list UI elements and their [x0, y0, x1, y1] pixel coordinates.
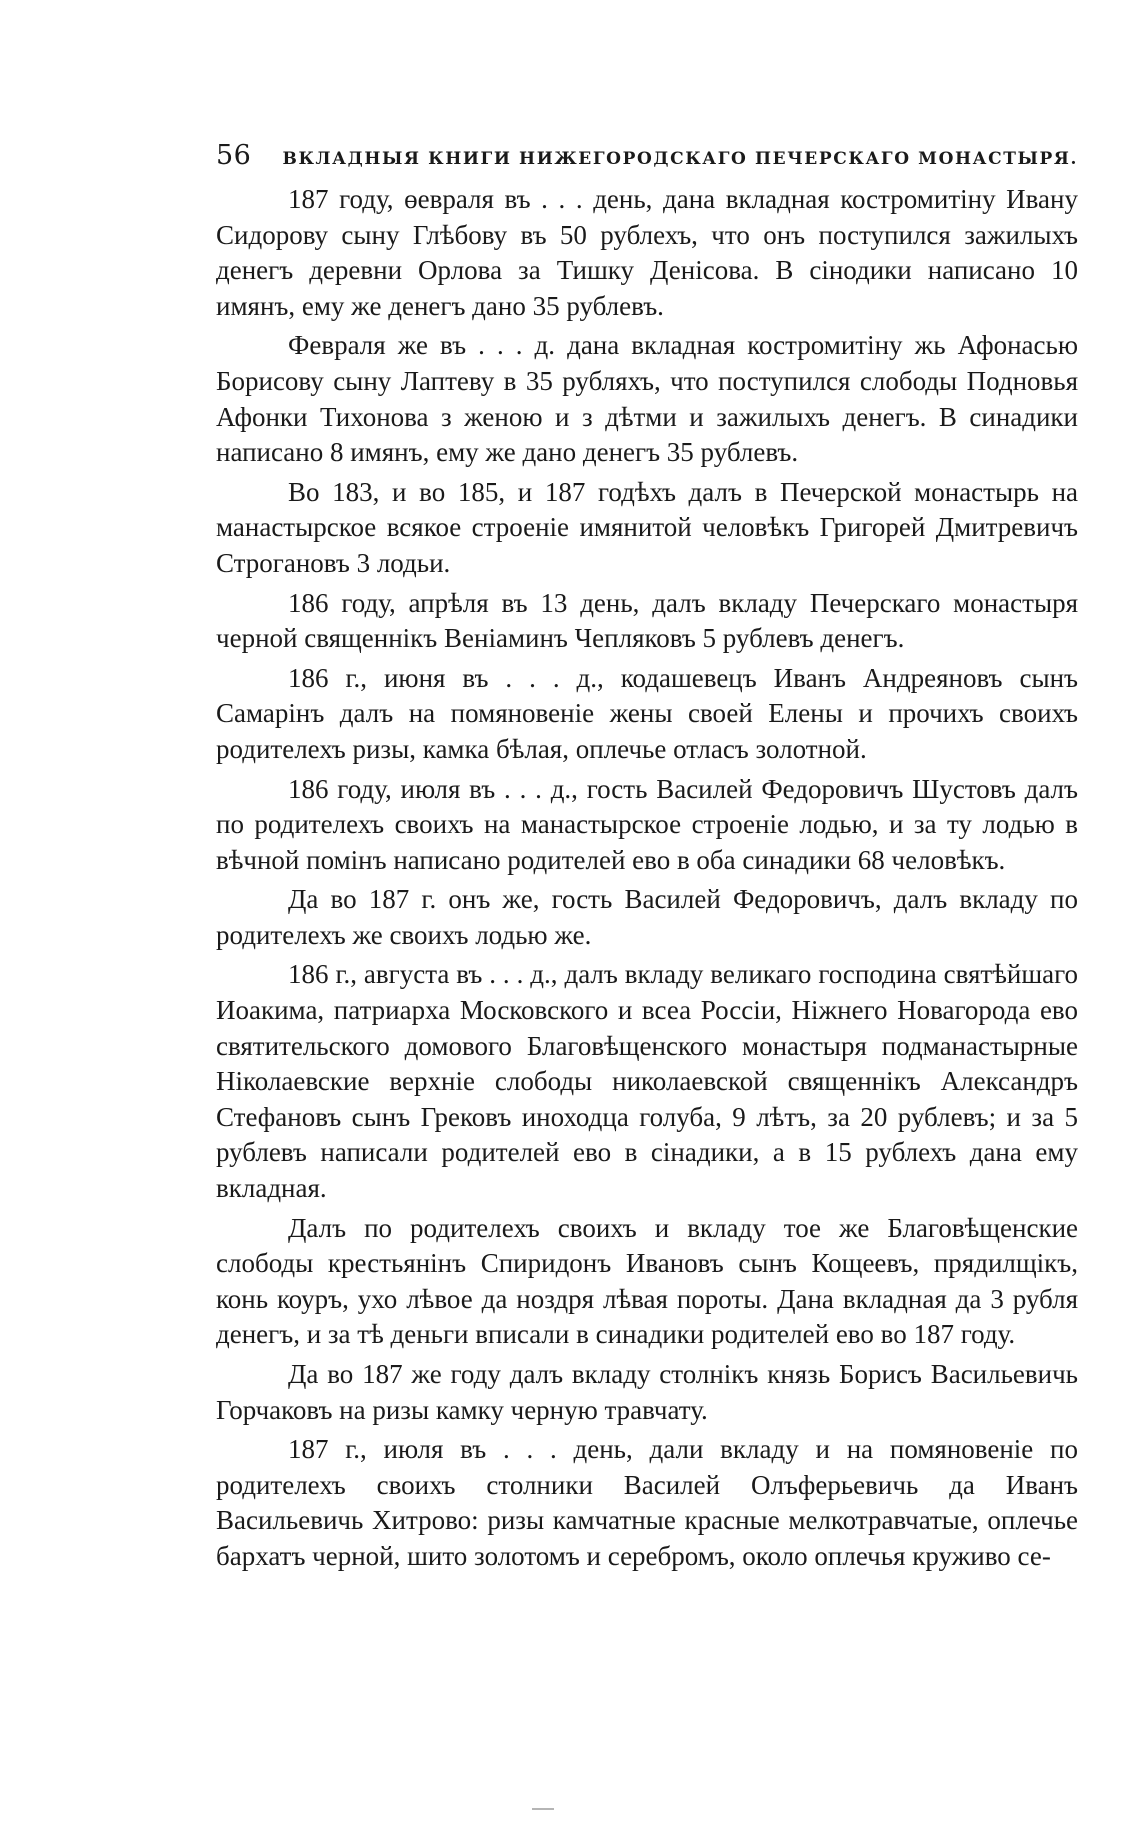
page [216, 140, 1078, 1579]
paragraph: 186 г., августа въ . . . д., далъ вкладу великаго господина святѣйшаго Иоакима, патриарха Московского и всеа Россіи, Ніжнего Новагорода ево святительского домового Благовѣщенского монастыря подманастырные Ніколаевские верхніе слободы николаевской священнікъ Александръ Стефановъ сынъ Грековъ иноходца голуба, 9 лѣтъ, за 20 рублевъ; и за 5 рублевъ написали родителей ево в сінадики, а в 15 рублехъ дана ему вкладная. [216, 959, 1078, 1204]
page-number: 56 [216, 140, 252, 171]
paragraph: 187 г., июля въ . . . день, дали вкладу и на помяновеніе по родителехъ своихъ столники Василей Олъферьевичь да Иванъ Васильевичь Хитрово: ризы камчатные красные мелкотравчатые, оплечье бархатъ черной, шито золотомъ и серебромъ, около оплечья круживо се- [216, 1434, 1078, 1571]
paragraph: 186 году, апрѣля въ 13 день, далъ вкладу Печерскаго монастыря черной священнікъ Веніаминъ Чепляковъ 5 рублевъ денегъ. [216, 587, 1078, 654]
paragraph: Да во 187 же году далъ вкладу столнікъ князь Борисъ Васильевичь Горчаковъ на ризы камку черную травчату. [216, 1359, 1078, 1425]
paragraph: Февраля же въ . . . д. дана вкладная костромитіну жь Афонасью Борисову сыну Лаптеву в 35 рубляхъ, что поступился слободы Подновья Афонки Тихонова з женою и з дѣтми и зажилыхъ денегъ. В синадики написано 8 имянъ, ему же дано денегъ 35 рублевъ. [216, 330, 1078, 468]
paragraph: 186 г., июня въ . . . д., кодашевецъ Иванъ Андреяновъ сынъ Самарінъ далъ на помяновеніе жены своей Елены и прочихъ своихъ родителехъ ризы, камка бѣлая, оплечье отласъ золотной. [216, 662, 1078, 764]
paragraph: 186 году, июля въ . . . д., гость Василей Федоровичъ Шустовъ далъ по родителехъ своихъ на манастырское строеніе лодью, и за ту лодью в вѣчной помінъ написано родителей ево в оба синадики 68 человѣкъ. [216, 773, 1078, 875]
paragraph: Далъ по родителехъ своихъ и вкладу тое же Благовѣщенские слободы крестьянінъ Спиридонъ Ивановъ сынъ Кощеевъ, прядилщікъ, конь коуръ, ухо лѣвое да ноздря лѣвая пороты. Дана вкладная да 3 рубля денегъ, и за тѣ деньги вписали в синадики родителей ево во 187 году. [216, 1212, 1078, 1350]
body-text [216, 182, 1078, 1575]
paragraph: Да во 187 г. онъ же, гость Василей Федоровичъ, далъ вкладу по родителехъ же своихъ лодью же. [216, 884, 1078, 950]
bottom-scan-mark [532, 1808, 554, 1810]
paragraph: Во 183, и во 185, и 187 годѣхъ далъ в Печерской монастырь на манастырское всякое строеніе имянитой человѣкъ Григорей Дмитревичъ Строгановъ 3 лодьи. [216, 476, 1078, 578]
running-head [216, 140, 1078, 180]
header-title: ВКЛАДНЫЯ КНИГИ НИЖЕГОРОДСКАГО ПЕЧЕРСКАГО МОНАСТЫРЯ. [282, 149, 1078, 169]
paragraph: 187 году, өевраля въ . . . день, дана вкладная костромитіну Ивану Сидорову сыну Глѣбову въ 50 рублехъ, что онъ поступился зажилыхъ денегъ деревни Орлова за Тишку Денісова. В сінодики написано 10 имянъ, ему же денегъ дано 35 рублевъ. [216, 184, 1078, 321]
